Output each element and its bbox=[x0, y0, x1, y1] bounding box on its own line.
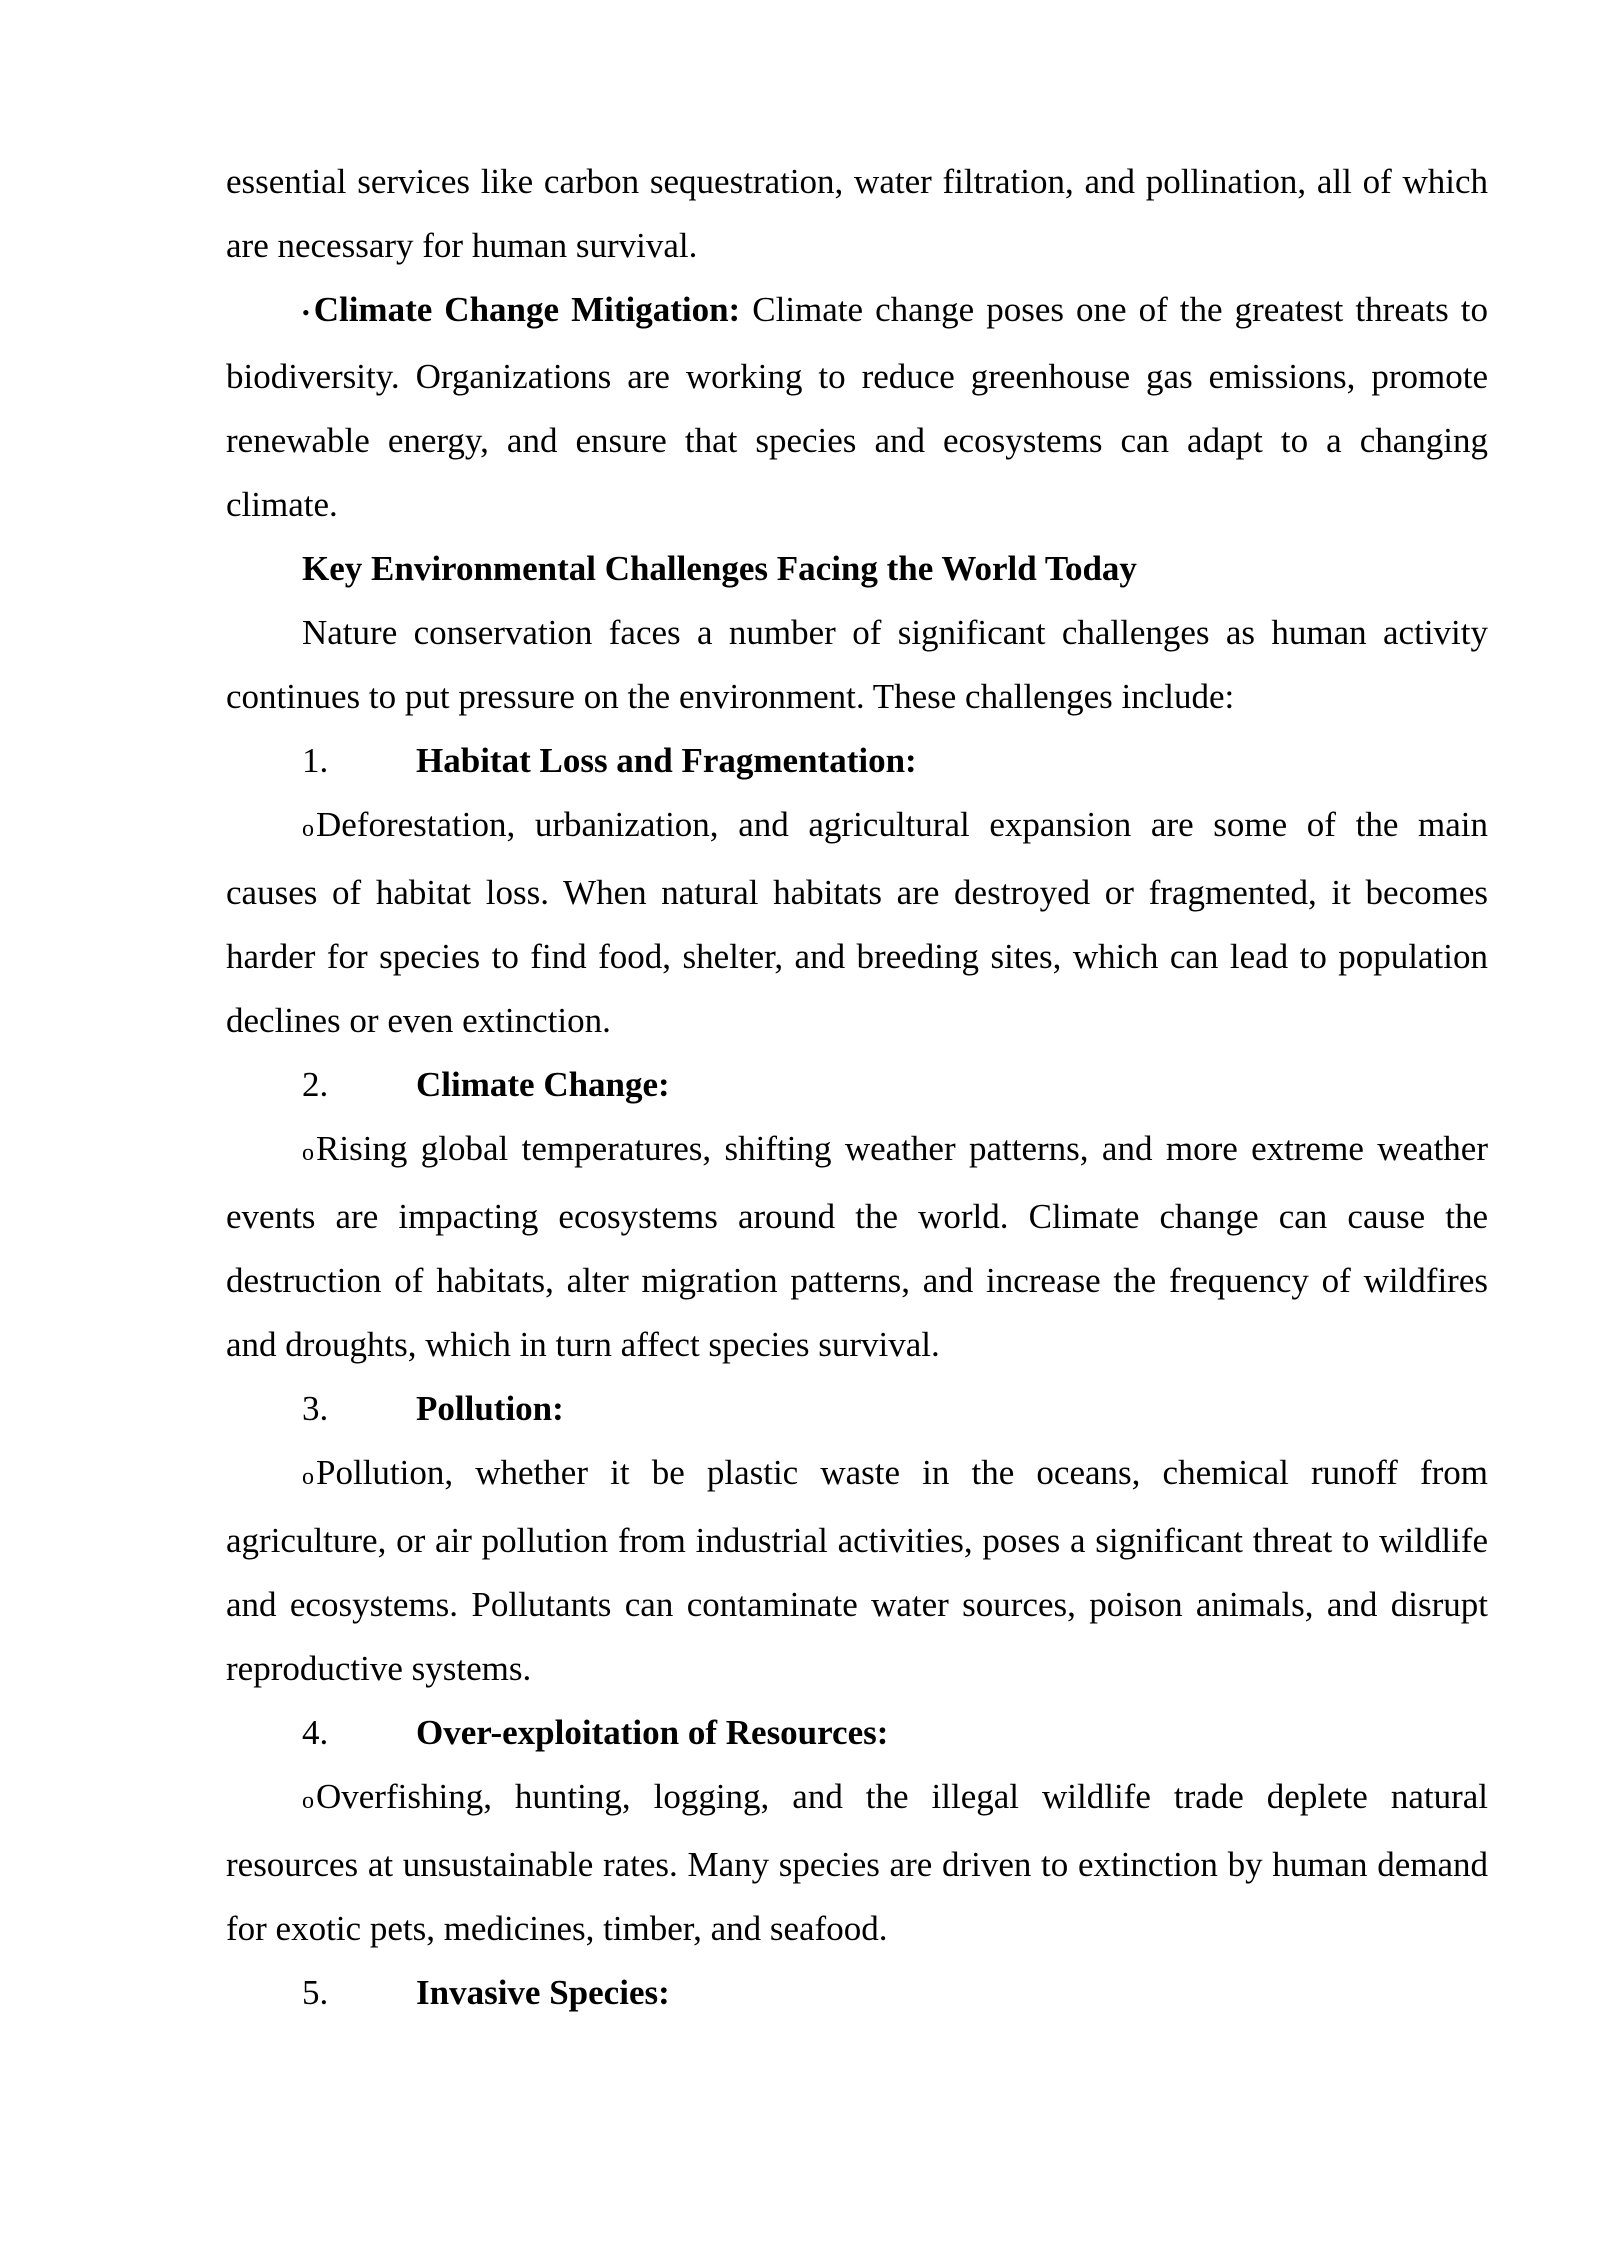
climate-mitigation-label: Climate Change Mitigation: bbox=[313, 290, 741, 329]
list-item-body bbox=[226, 1765, 1488, 1961]
list-item-text: Overfishing, hunting, logging, and the illegal wildlife trade deplete natural resources at unsustainable rates. Many species are driven to extinction by human demand for exotic pets, medicines, timber, and seafood. bbox=[226, 1776, 1488, 1948]
list-item-heading bbox=[226, 1053, 1488, 1117]
list-item-heading bbox=[226, 1961, 1488, 2025]
sub-bullet-icon: o bbox=[302, 1463, 314, 1490]
list-number: 2. bbox=[302, 1064, 329, 1104]
list-number: 1. bbox=[302, 740, 329, 780]
list-number: 5. bbox=[302, 1972, 329, 2012]
list-item-body bbox=[226, 1117, 1488, 1377]
list-number: 4. bbox=[302, 1712, 329, 1752]
paragraph-ecosystem-services: essential services like carbon sequestration, water filtration, and pollination, all of which are necessary for human survival. bbox=[226, 162, 1488, 265]
list-item-heading bbox=[226, 1377, 1488, 1441]
list-item-text: Rising global temperatures, shifting weather patterns, and more extreme weather events are impacting ecosystems around the world. Climate change can cause the destruction of habitats, alter migration patterns, and increase the frequency of wildfires and droughts, which in turn affect species survival. bbox=[226, 1128, 1488, 1364]
list-item-heading bbox=[226, 729, 1488, 793]
climate-mitigation-text: Climate change poses one of the greatest threats to biodiversity. Organizations are working to reduce greenhouse gas emissions, promote renewable energy, and ensure that species and ecosystems can adapt to a changing climate. bbox=[226, 290, 1488, 524]
list-number: 3. bbox=[302, 1388, 329, 1428]
list-item-text: Pollution, whether it be plastic waste in the oceans, chemical runoff from agriculture, or air pollution from industrial activities, poses a significant threat to wildlife and ecosystems. Pollutants can contaminate water sources, poison animals, and disrupt reproductive systems. bbox=[226, 1452, 1488, 1688]
list-item-body bbox=[226, 793, 1488, 1053]
list-item-title: Over-exploitation of Resources: bbox=[416, 1712, 889, 1752]
section-heading: Key Environmental Challenges Facing the World Today bbox=[302, 548, 1137, 588]
list-item-title: Invasive Species: bbox=[416, 1972, 670, 2012]
sub-bullet-icon: o bbox=[302, 1139, 314, 1166]
list-item-title: Habitat Loss and Fragmentation: bbox=[416, 740, 917, 780]
sub-bullet-icon: o bbox=[302, 1787, 314, 1814]
list-item-body bbox=[226, 1441, 1488, 1701]
sub-bullet-icon: o bbox=[302, 815, 314, 842]
list-item-title: Climate Change: bbox=[416, 1064, 670, 1104]
paragraph-climate-mitigation bbox=[226, 278, 1488, 537]
list-item-heading bbox=[226, 1701, 1488, 1765]
list-item-text: Deforestation, urbanization, and agricultural expansion are some of the main causes of habitat loss. When natural habitats are destroyed or fragmented, it becomes harder for species to find food, shelter, and breeding sites, which can lead to population declines or even extinction. bbox=[226, 804, 1488, 1040]
list-item-title: Pollution: bbox=[416, 1388, 564, 1428]
bullet-dot-icon: • bbox=[302, 299, 310, 325]
intro-paragraph: Nature conservation faces a number of significant challenges as human activity continues to put pressure on the environment. These challenges include: bbox=[226, 612, 1488, 716]
